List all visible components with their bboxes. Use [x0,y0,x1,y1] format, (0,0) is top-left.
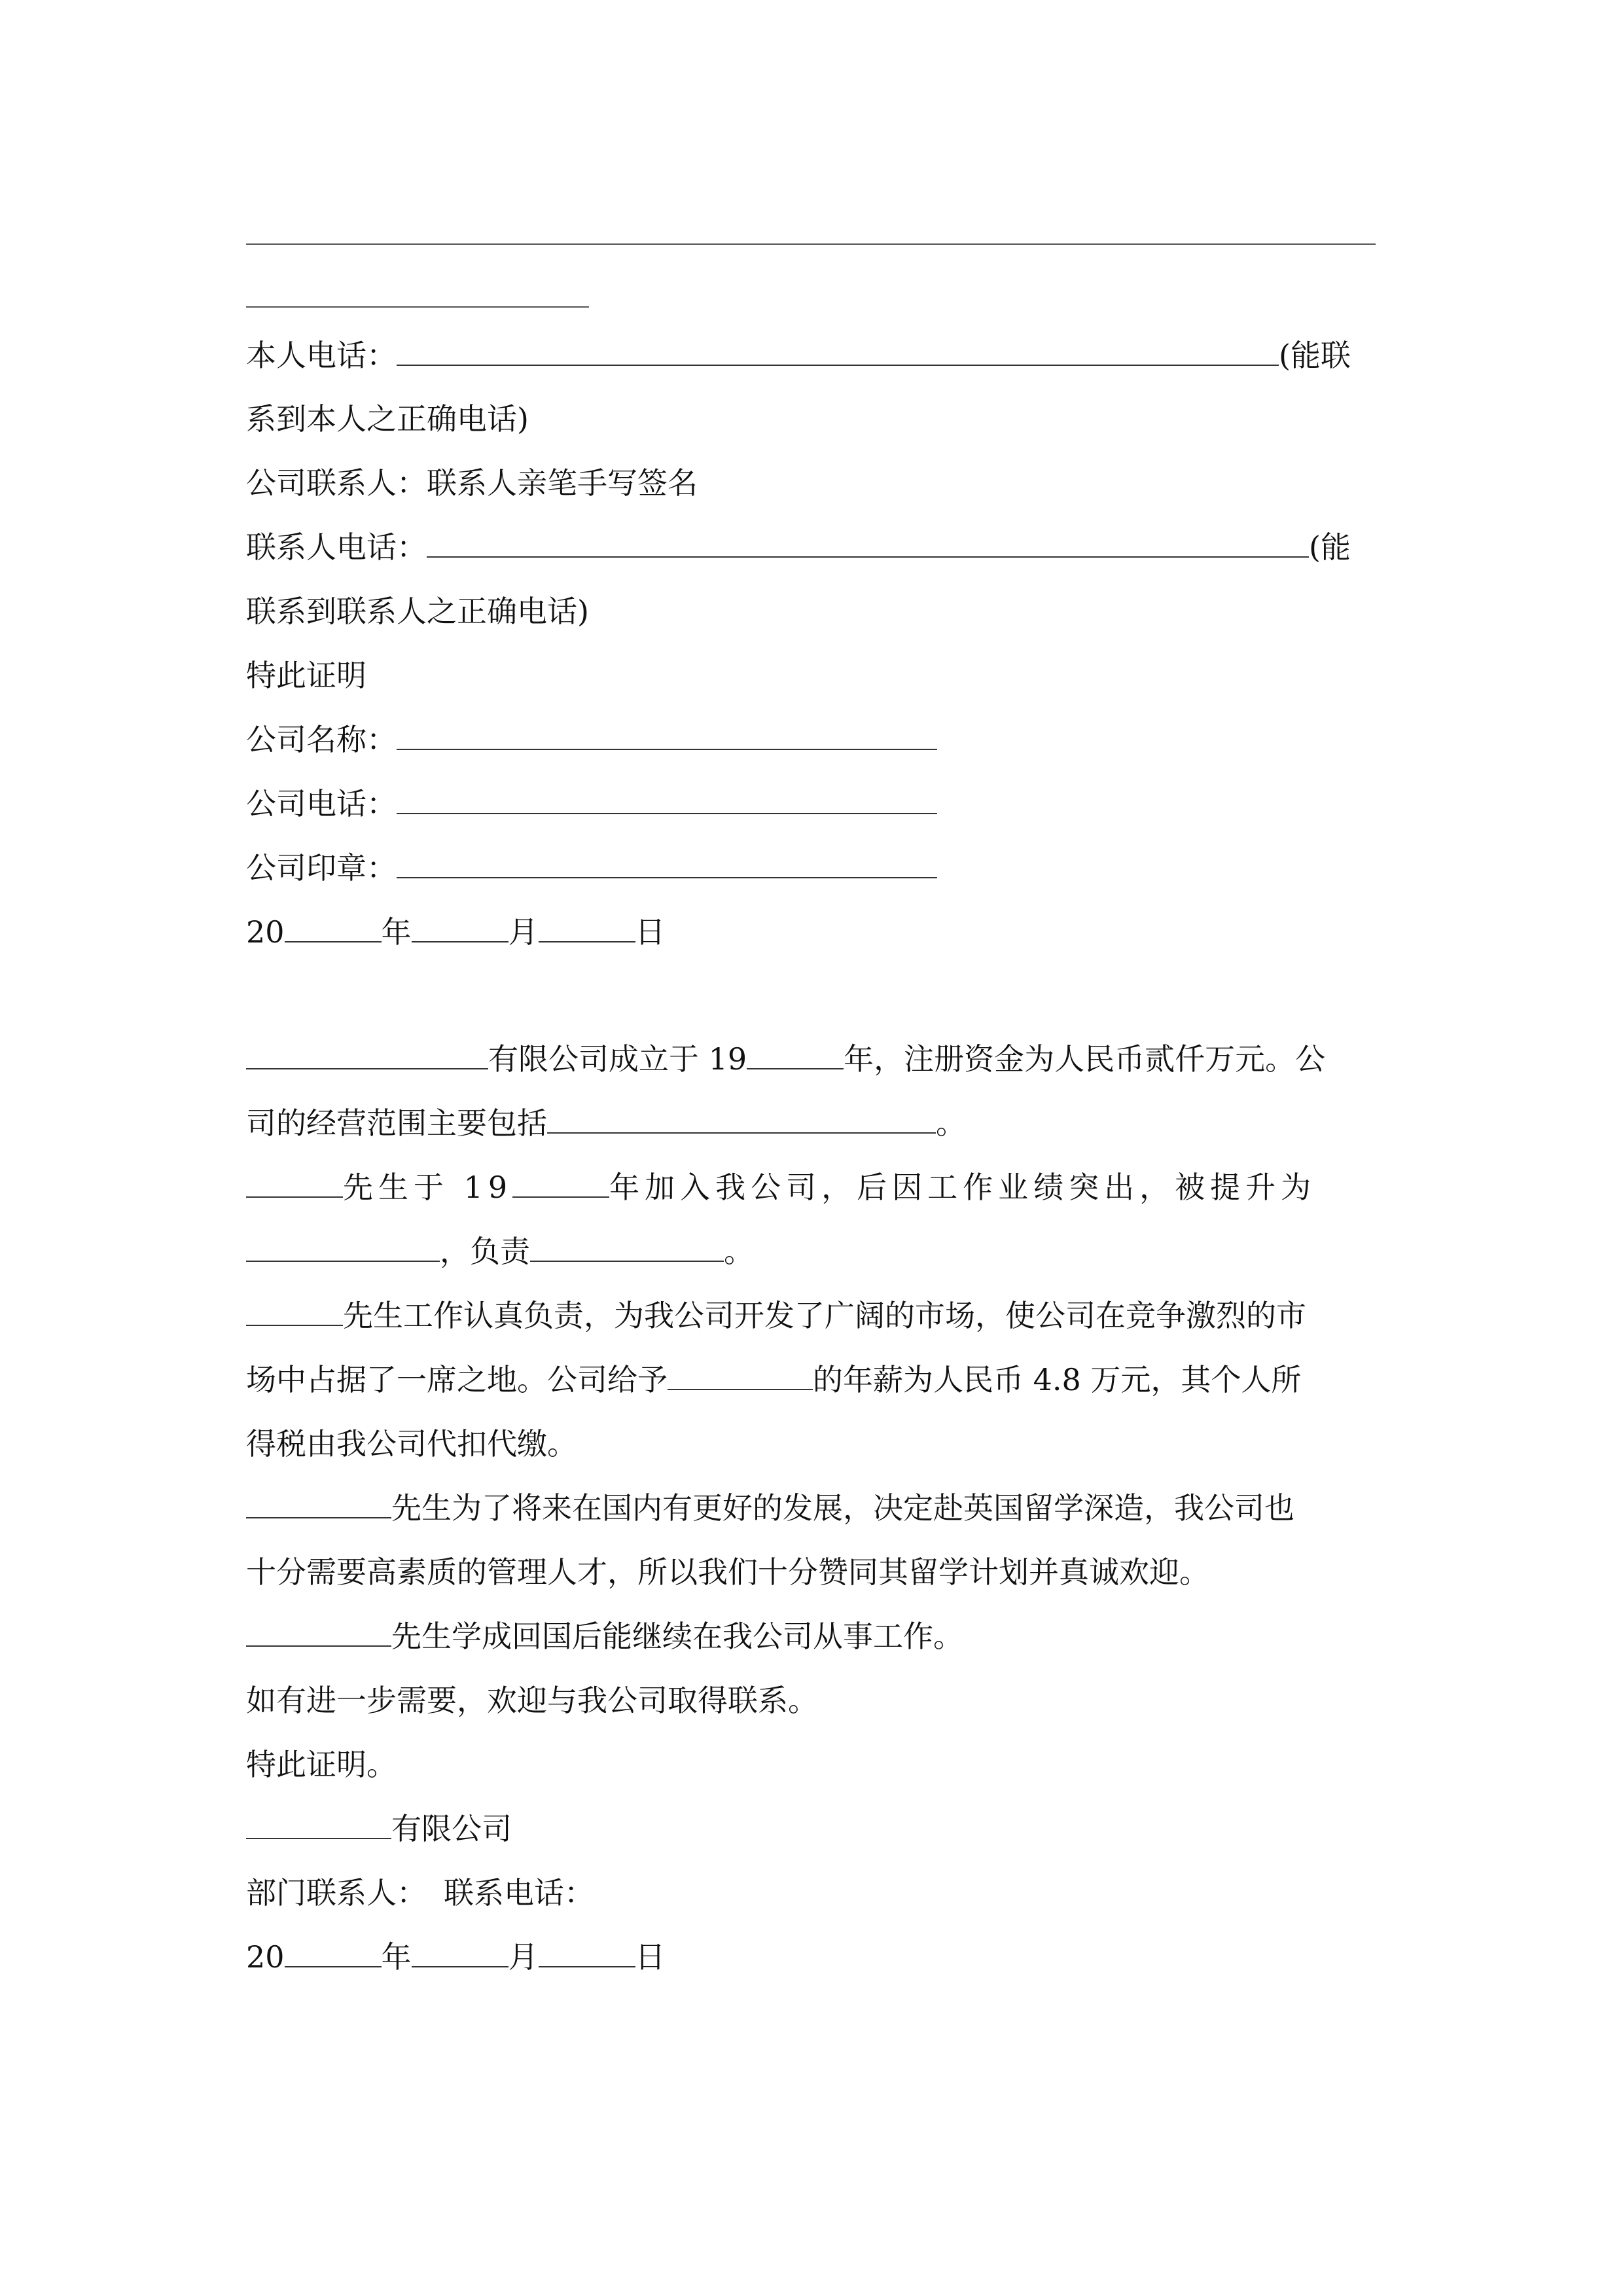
paragraph-5 [246,1617,963,1656]
paragraph-1-line-2 [246,1103,966,1143]
day-label: 日 [635,1939,666,1975]
year-label: 年 [381,1939,412,1975]
p5-text: 先生学成回国后能继续在我公司从事工作。 [391,1619,963,1654]
year-label: 年 [381,914,412,950]
day-label: 日 [635,914,666,950]
year-field[interactable] [285,1937,382,1967]
day-field[interactable] [539,1937,635,1967]
company-contact-row [246,463,698,503]
dept-phone-label: 联系电话： [444,1875,594,1910]
position-blank[interactable] [246,1232,440,1262]
name-blank-4[interactable] [246,1617,391,1647]
paragraph-4-line-1 [246,1488,1294,1528]
top-divider-line [246,243,1376,245]
paragraph-2-line-2 [246,1232,754,1271]
paragraph-3-line-2 [246,1360,1301,1399]
company-phone-label: 公司电话： [246,786,397,821]
company-name-blank[interactable] [246,1039,488,1069]
business-scope-blank[interactable] [547,1103,936,1134]
name-blank-1[interactable] [246,1168,343,1198]
p1-text-a: 有限公司成立于 19 [488,1041,747,1077]
salary-name-blank[interactable] [668,1360,813,1390]
company-name-row [246,720,937,759]
contact-phone-note: (能 [1309,529,1351,565]
month-field[interactable] [412,1937,508,1967]
paragraph-1-line-1 [246,1039,1325,1079]
p1-end: 。 [936,1105,966,1141]
top-short-line [246,306,589,308]
paragraph-2-line-1 [246,1168,1316,1207]
signoff-company-blank[interactable] [246,1809,391,1839]
company-seal-row [246,848,937,888]
upper-date-row [246,912,666,952]
contact-phone-label: 联系人电话： [246,529,427,565]
p1-text-c: 司的经营范围主要包括 [246,1105,547,1141]
company-contact-value: 联系人亲笔手写签名 [427,465,698,501]
p2-text-c: ，负责 [440,1234,530,1269]
p2-end: 。 [724,1234,754,1269]
personal-phone-note: (能联 [1279,338,1351,373]
paragraph-7: 特此证明。 [246,1747,397,1782]
contact-phone-field[interactable] [427,528,1309,558]
company-phone-field[interactable] [397,784,937,814]
paragraph-6: 如有进一步需要，欢迎与我公司取得联系。 [246,1683,818,1718]
lower-date-row [246,1937,666,1977]
founded-year-blank[interactable] [747,1039,844,1069]
company-phone-row [246,784,937,823]
personal-phone-note-cont: 系到本人之正确电话) [246,401,529,437]
company-seal-field[interactable] [397,848,937,878]
name-blank-2[interactable] [246,1296,343,1326]
month-label: 月 [508,914,539,950]
signoff-row [246,1809,512,1848]
signoff-text: 有限公司 [391,1811,512,1846]
paragraph-3-line-1 [246,1296,1306,1335]
contact-phone-row [246,528,1351,567]
company-name-label: 公司名称： [246,722,397,757]
contact-phone-note-cont: 联系到联系人之正确电话) [246,594,589,629]
p3-text-b1: 场中占据了一席之地。公司给予 [246,1362,668,1397]
name-blank-3[interactable] [246,1488,391,1518]
company-seal-label: 公司印章： [246,850,397,886]
p2-text-a: 先生于 19 [343,1170,513,1205]
certify-text: 特此证明 [246,658,366,693]
p1-text-b: 年，注册资金为人民币贰仟万元。公 [844,1041,1326,1077]
company-contact-label: 公司联系人： [246,465,427,501]
dept-contact-row [246,1873,594,1912]
join-year-blank[interactable] [512,1168,609,1198]
paragraph-4-line-2: 十分需要高素质的管理人才，所以我们十分赞同其留学计划并真诚欢迎。 [246,1554,1209,1590]
p4-text-a: 先生为了将来在国内有更好的发展，决定赴英国留学深造，我公司也 [391,1490,1294,1526]
p2-text-b: 年加入我公司，后因工作业绩突出，被提升为 [609,1170,1317,1205]
personal-phone-label: 本人电话： [246,338,397,373]
responsibility-blank[interactable] [530,1232,724,1262]
date-prefix: 20 [246,1939,285,1975]
year-field[interactable] [285,912,382,942]
p3-text-a: 先生工作认真负责，为我公司开发了广阔的市场，使公司在竞争激烈的市 [343,1298,1306,1333]
day-field[interactable] [539,912,635,942]
p3-text-b2: 的年薪为人民币 4.8 万元，其个人所 [813,1362,1302,1397]
month-label: 月 [508,1939,539,1975]
month-field[interactable] [412,912,508,942]
dept-contact-label: 部门联系人： [246,1875,427,1910]
company-name-field[interactable] [397,720,937,750]
date-prefix: 20 [246,914,285,950]
personal-phone-row [246,336,1351,375]
paragraph-3-line-3: 得税由我公司代扣代缴。 [246,1426,577,1462]
personal-phone-field[interactable] [397,336,1279,366]
